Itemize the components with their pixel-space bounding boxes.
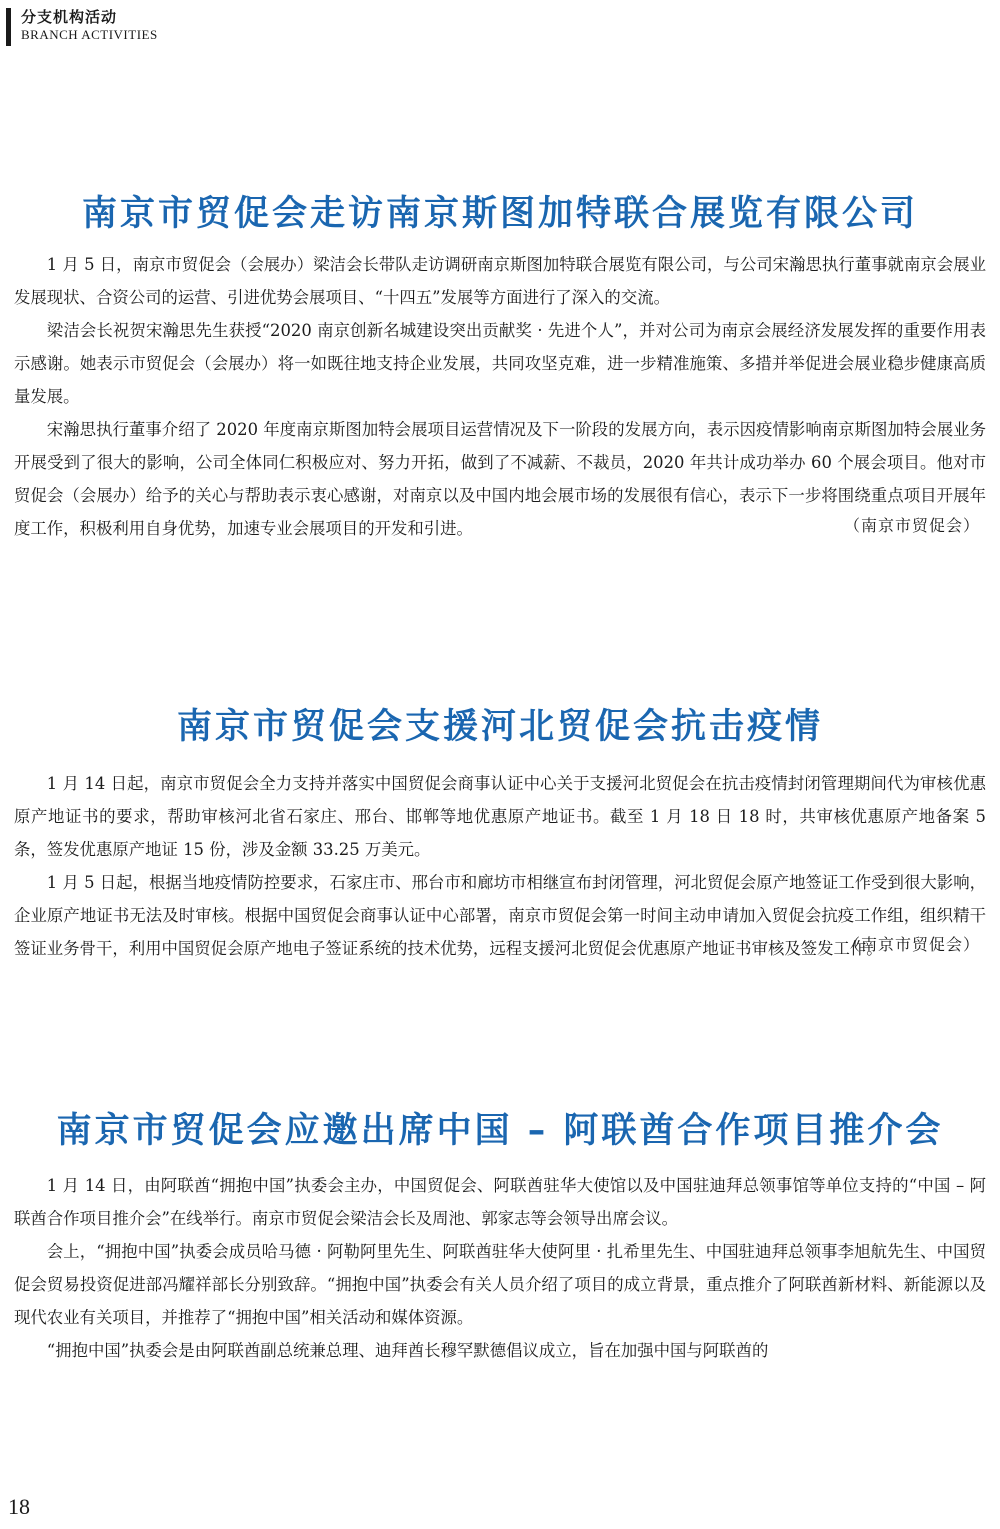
article-source: （南京市贸促会） (843, 516, 980, 535)
article-paragraph: 1 月 14 日起，南京市贸促会全力支持并落实中国贸促会商事认证中心关于支援河北贸促会在抗击疫情封闭管理期间代为审核优惠原产地证书的要求，帮助审核河北省石家庄、邢台、邯郸等地优惠原产地证书。截至 1 月 18 日 18 时，共审核优惠原产地备案 5 条，签发优惠原产地证 15 份，涉及金额 33.25 万美元。 (14, 774, 986, 859)
article-title: 南京市贸促会支援河北贸促会抗击疫情 (176, 707, 823, 747)
article-3 (14, 1107, 986, 1367)
article-paragraph: 1 月 5 日，南京市贸促会（会展办）梁洁会长带队走访调研南京斯图加特联合展览有限公司，与公司宋瀚思执行董事就南京会展业发展现状、合资公司的运营、引进优势会展项目、“十四五”发展等方面进行了深入的交流。 (14, 255, 986, 307)
article-paragraph: 会上，“拥抱中国”执委会成员哈马德 · 阿勒阿里先生、阿联酋驻华大使阿里 · 扎希里先生、中国驻迪拜总领事李旭航先生、中国贸促会贸易投资促进部冯耀祥部长分别致辞。“拥抱中国”执委会有关人员介绍了项目的成立背景，重点推介了阿联酋新材料、新能源以及现代农业有关项目，并推荐了“拥抱中国”相关活动和媒体资源。 (14, 1242, 986, 1327)
page-number: 18 (8, 1494, 30, 1519)
article-title: 南京市贸促会走访南京斯图加特联合展览有限公司 (81, 194, 918, 234)
article-paragraph: 1 月 14 日，由阿联酋“拥抱中国”执委会主办，中国贸促会、阿联酋驻华大使馆以及中国驻迪拜总领事馆等单位支持的“中国 – 阿联酋合作项目推介会”在线举行。南京市贸促会梁洁会长及周池、郭家志等会领导出席会议。 (14, 1176, 986, 1228)
article-1 (14, 190, 986, 539)
section-title-cn: 分支机构活动 (21, 8, 118, 26)
article-paragraph: 宋瀚思执行董事介绍了 2020 年度南京斯图加特会展项目运营情况及下一阶段的发展方向，表示因疫情影响南京斯图加特会展业务开展受到了很大的影响，公司全体同仁积极应对、努力开拓，做到了不减薪、不裁员，2020 年共计成功举办 60 个展会项目。他对市贸促会（会展办）给予的关心与帮助表示衷心感谢，对南京以及中国内地会展市场的发展很有信心，表示下一步将围绕重点项目开展年度工作，积极利用自身优势，加速专业会展项目的开发和引进。 (14, 420, 986, 538)
article-title: 南京市贸促会应邀出席中国 – 阿联酋合作项目推介会 (56, 1111, 944, 1151)
section-title-en: BRANCH ACTIVITIES (21, 27, 158, 42)
article-paragraph: 1 月 5 日起，根据当地疫情防控要求，石家庄市、邢台市和廊坊市相继宣布封闭管理，河北贸促会原产地签证工作受到很大影响，企业原产地证书无法及时审核。根据中国贸促会商事认证中心部署，南京市贸促会第一时间主动申请加入贸促会抗疫工作组，组织精干签证业务骨干，利用中国贸促会原产地电子签证系统的技术优势，远程支援河北贸促会优惠原产地证书审核及签发工作。 (14, 873, 986, 958)
article-paragraph: 梁洁会长祝贺宋瀚思先生获授“2020 南京创新名城建设突出贡献奖 · 先进个人”，并对公司为南京会展经济发展发挥的重要作用表示感谢。她表示市贸促会（会展办）将一如既往地支持企业发展，共同攻坚克难，进一步精准施策、多措并举促进会展业稳步健康高质量发展。 (14, 321, 986, 406)
article-2 (14, 703, 986, 958)
section-header (6, 8, 158, 46)
article-source: （南京市贸促会） (843, 935, 980, 954)
article-paragraph: “拥抱中国”执委会是由阿联酋副总统兼总理、迪拜酋长穆罕默德倡议成立，旨在加强中国与阿联酋的 (46, 1341, 769, 1360)
